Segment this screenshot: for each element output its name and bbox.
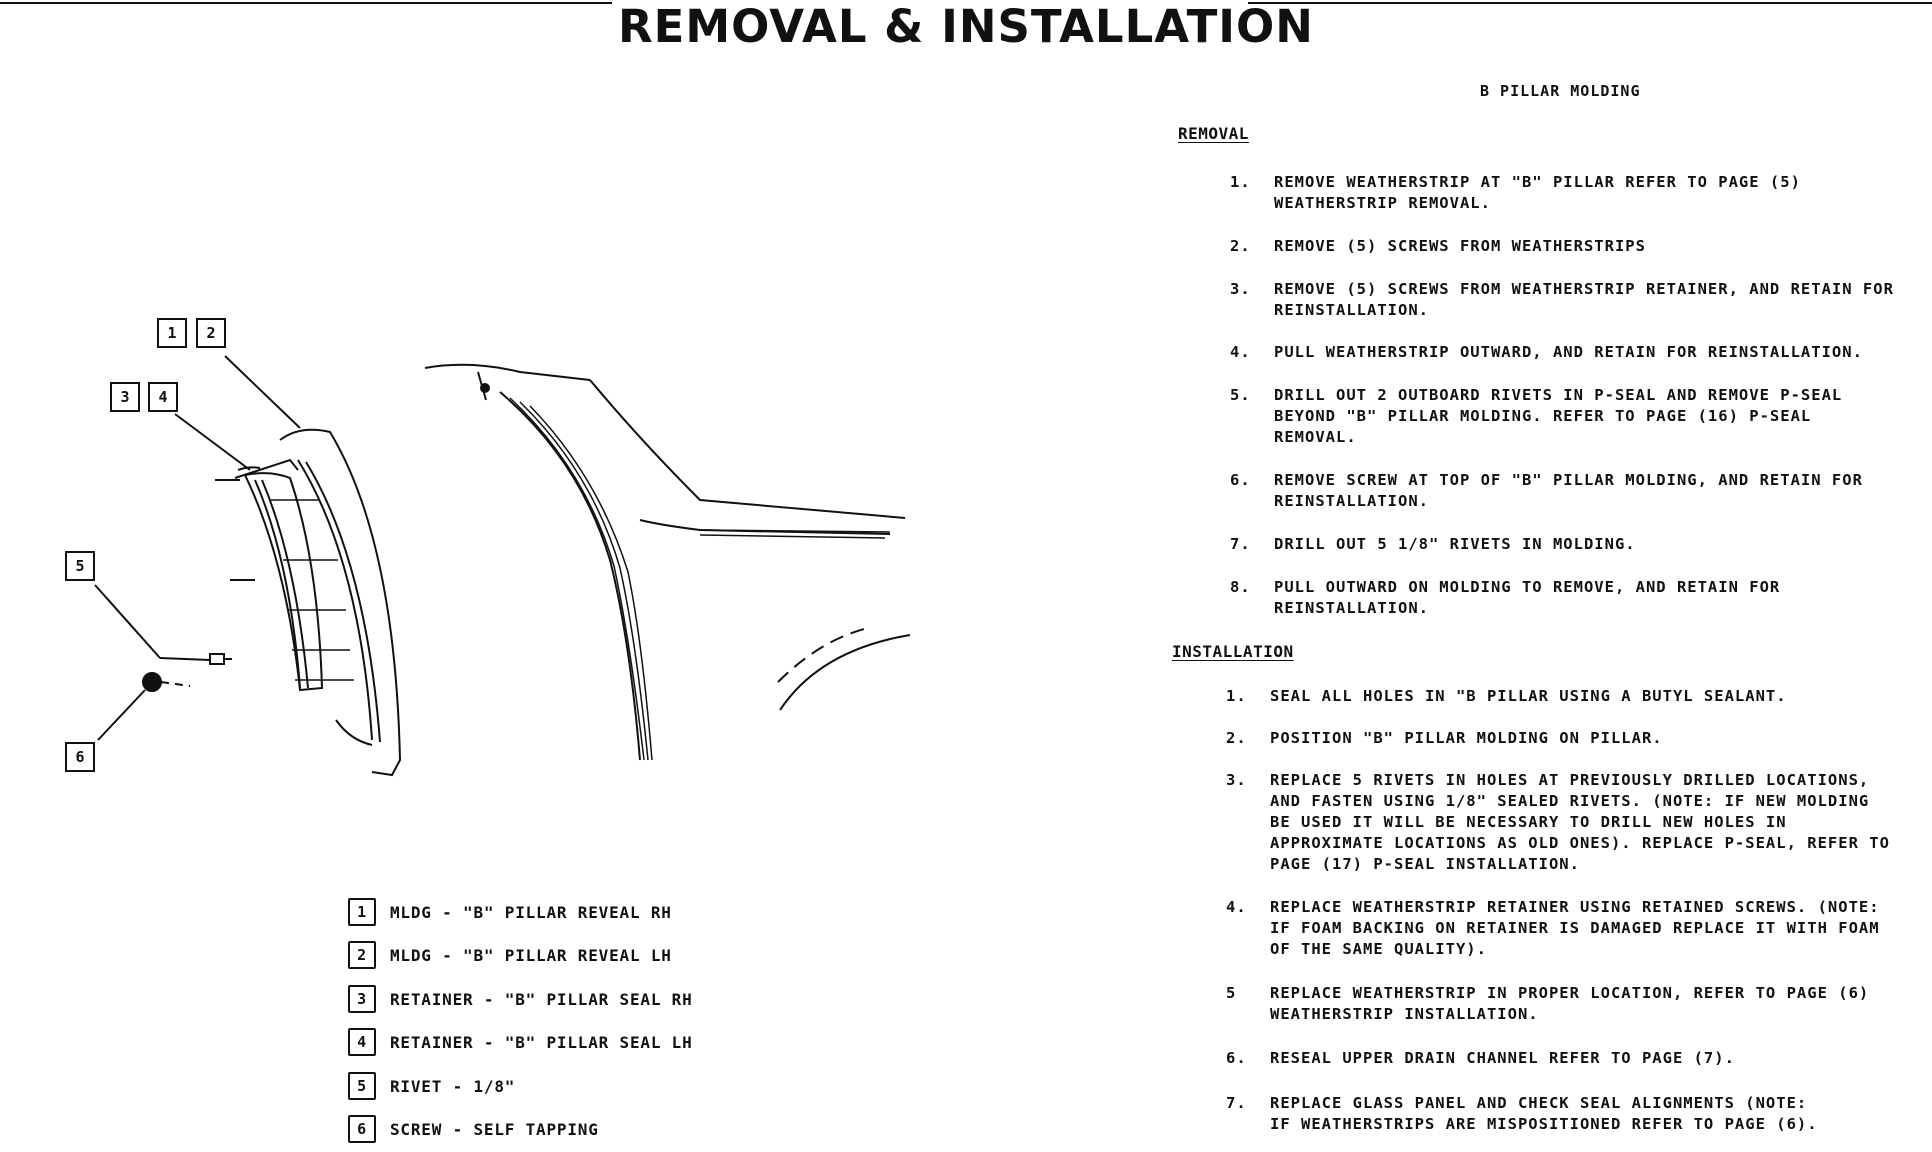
removal-step — [1230, 470, 1932, 512]
installation-step — [1226, 1048, 1932, 1069]
removal-step — [1230, 577, 1932, 619]
step-number: 2. — [1226, 729, 1247, 747]
legend-num: 5 — [348, 1072, 376, 1100]
b-pillar-curve-inner-1 — [510, 398, 644, 760]
b-pillar-curve-outer — [500, 392, 640, 760]
legend-item-6 — [348, 1115, 599, 1143]
wheel-arch-inner — [778, 628, 868, 682]
window-sill — [700, 530, 890, 532]
callout-5: 5 — [65, 551, 95, 581]
step-number: 8. — [1230, 578, 1251, 596]
legend-num: 4 — [348, 1028, 376, 1056]
callout-4: 4 — [148, 382, 178, 412]
callout-3: 3 — [110, 382, 140, 412]
step-text: REMOVE (5) SCREWS FROM WEATHERSTRIP RETAINER, AND RETAIN FOR REINSTALLATION. — [1274, 280, 1894, 319]
screw-hole — [481, 384, 489, 392]
step-number: 7. — [1226, 1094, 1247, 1112]
step-number: 3. — [1226, 771, 1247, 789]
legend-label: MLDG - "B" PILLAR REVEAL LH — [390, 945, 672, 965]
step-text: REMOVE SCREW AT TOP OF "B" PILLAR MOLDING, AND RETAIN FOR REINSTALLATION. — [1274, 471, 1863, 510]
legend-item-2 — [348, 941, 672, 969]
callout-2: 2 — [196, 318, 226, 348]
step-text: DRILL OUT 2 OUTBOARD RIVETS IN P-SEAL AND REMOVE P-SEAL BEYOND "B" PILLAR MOLDING. REFER TO PAGE (16) P-SEAL REMOVAL. — [1274, 386, 1843, 446]
callout-1: 1 — [157, 318, 187, 348]
step-number: 7. — [1230, 535, 1251, 553]
step-text: REMOVE WEATHERSTRIP AT "B" PILLAR REFER TO PAGE (5) WEATHERSTRIP REMOVAL. — [1274, 173, 1801, 212]
installation-heading: INSTALLATION — [1172, 642, 1294, 661]
installation-step — [1226, 770, 1932, 875]
step-text: POSITION "B" PILLAR MOLDING ON PILLAR. — [1270, 729, 1663, 747]
legend-num: 6 — [348, 1115, 376, 1143]
callout-6: 6 — [65, 742, 95, 772]
legend-item-5 — [348, 1072, 515, 1100]
leader-6 — [98, 690, 145, 740]
step-text: DRILL OUT 5 1/8" RIVETS IN MOLDING. — [1274, 535, 1636, 553]
installation-step — [1226, 983, 1932, 1025]
removal-step — [1230, 279, 1932, 321]
step-number: 5. — [1230, 386, 1251, 404]
legend-item-3 — [348, 985, 693, 1013]
legend-label: RIVET - 1/8" — [390, 1076, 516, 1096]
step-text: REPLACE WEATHERSTRIP RETAINER USING RETAINED SCREWS. (NOTE: IF FOAM BACKING ON RETAINER IS DAMAGED REPLACE IT WITH FOAM OF THE SAME QUALITY). — [1270, 898, 1880, 958]
molding-outer — [280, 430, 400, 775]
roof-line — [425, 365, 590, 380]
legend-label: RETAINER - "B" PILLAR SEAL LH — [390, 1032, 693, 1052]
removal-step — [1230, 172, 1932, 214]
window-top — [590, 380, 905, 518]
step-number: 4. — [1226, 898, 1247, 916]
leader-3-4 — [175, 414, 250, 470]
rivet-drawing — [160, 654, 232, 664]
legend-label: MLDG - "B" PILLAR REVEAL RH — [390, 902, 672, 922]
step-number: 2. — [1230, 237, 1251, 255]
installation-step — [1226, 686, 1932, 707]
page-title: REMOVAL & INSTALLATION — [618, 0, 1314, 53]
legend-num: 1 — [348, 898, 376, 926]
b-pillar-curve-inner-2 — [520, 402, 648, 760]
removal-step — [1230, 385, 1932, 448]
molding-lower — [336, 720, 372, 745]
step-text: REMOVE (5) SCREWS FROM WEATHERSTRIPS — [1274, 237, 1646, 255]
retainer-outer — [245, 473, 322, 690]
step-number: 6. — [1230, 471, 1251, 489]
installation-step — [1226, 728, 1932, 749]
step-number: 3. — [1230, 280, 1251, 298]
section-title: B PILLAR MOLDING — [1480, 82, 1641, 100]
removal-heading: REMOVAL — [1178, 124, 1249, 143]
step-text: REPLACE GLASS PANEL AND CHECK SEAL ALIGNMENTS (NOTE: IF WEATHERSTRIPS ARE MISPOSITIONED REFER TO PAGE (6). — [1270, 1094, 1818, 1133]
screw-drawing — [143, 673, 190, 691]
legend-item-1 — [348, 898, 672, 926]
step-number: 1. — [1226, 687, 1247, 705]
retainer-rungs — [270, 500, 354, 680]
step-text: PULL WEATHERSTRIP OUTWARD, AND RETAIN FOR REINSTALLATION. — [1274, 343, 1863, 361]
step-text: SEAL ALL HOLES IN "B PILLAR USING A BUTYL SEALANT. — [1270, 687, 1787, 705]
b-pillar-curve-inner-3 — [530, 406, 652, 760]
step-text: REPLACE WEATHERSTRIP IN PROPER LOCATION, REFER TO PAGE (6) WEATHERSTRIP INSTALLATION. — [1270, 984, 1870, 1023]
step-number: 1. — [1230, 173, 1251, 191]
step-number: 6. — [1226, 1049, 1247, 1067]
legend-label: SCREW - SELF TAPPING — [390, 1119, 599, 1139]
wheel-arch-outer — [780, 635, 910, 710]
legend-item-4 — [348, 1028, 693, 1056]
removal-step — [1230, 534, 1932, 555]
step-text: PULL OUTWARD ON MOLDING TO REMOVE, AND RETAIN FOR REINSTALLATION. — [1274, 578, 1781, 617]
removal-step — [1230, 236, 1932, 257]
removal-step — [1230, 342, 1932, 363]
installation-step — [1226, 1093, 1932, 1135]
step-text: RESEAL UPPER DRAIN CHANNEL REFER TO PAGE (7). — [1270, 1049, 1735, 1067]
step-number: 4. — [1230, 343, 1251, 361]
step-number: 5 — [1226, 984, 1237, 1002]
window-sill-2 — [700, 535, 885, 538]
step-text: REPLACE 5 RIVETS IN HOLES AT PREVIOUSLY DRILLED LOCATIONS, AND FASTEN USING 1/8" SEALED RIVETS. (NOTE: IF NEW MOLDING BE USED IT WILL BE NECESSARY TO DRILL NEW HOLES IN APPROXIMATE LOCATIONS AS OLD ONES). REPLACE P-SEAL, REFER TO PAGE (17) P-SEAL INSTALLATION. — [1270, 771, 1890, 873]
legend-label: RETAINER - "B" PILLAR SEAL RH — [390, 989, 693, 1009]
leader-1-2 — [225, 356, 300, 428]
installation-step — [1226, 897, 1932, 960]
retainer-inner-2 — [262, 480, 308, 688]
legend-num: 2 — [348, 941, 376, 969]
legend-num: 3 — [348, 985, 376, 1013]
leader-5 — [95, 585, 160, 658]
